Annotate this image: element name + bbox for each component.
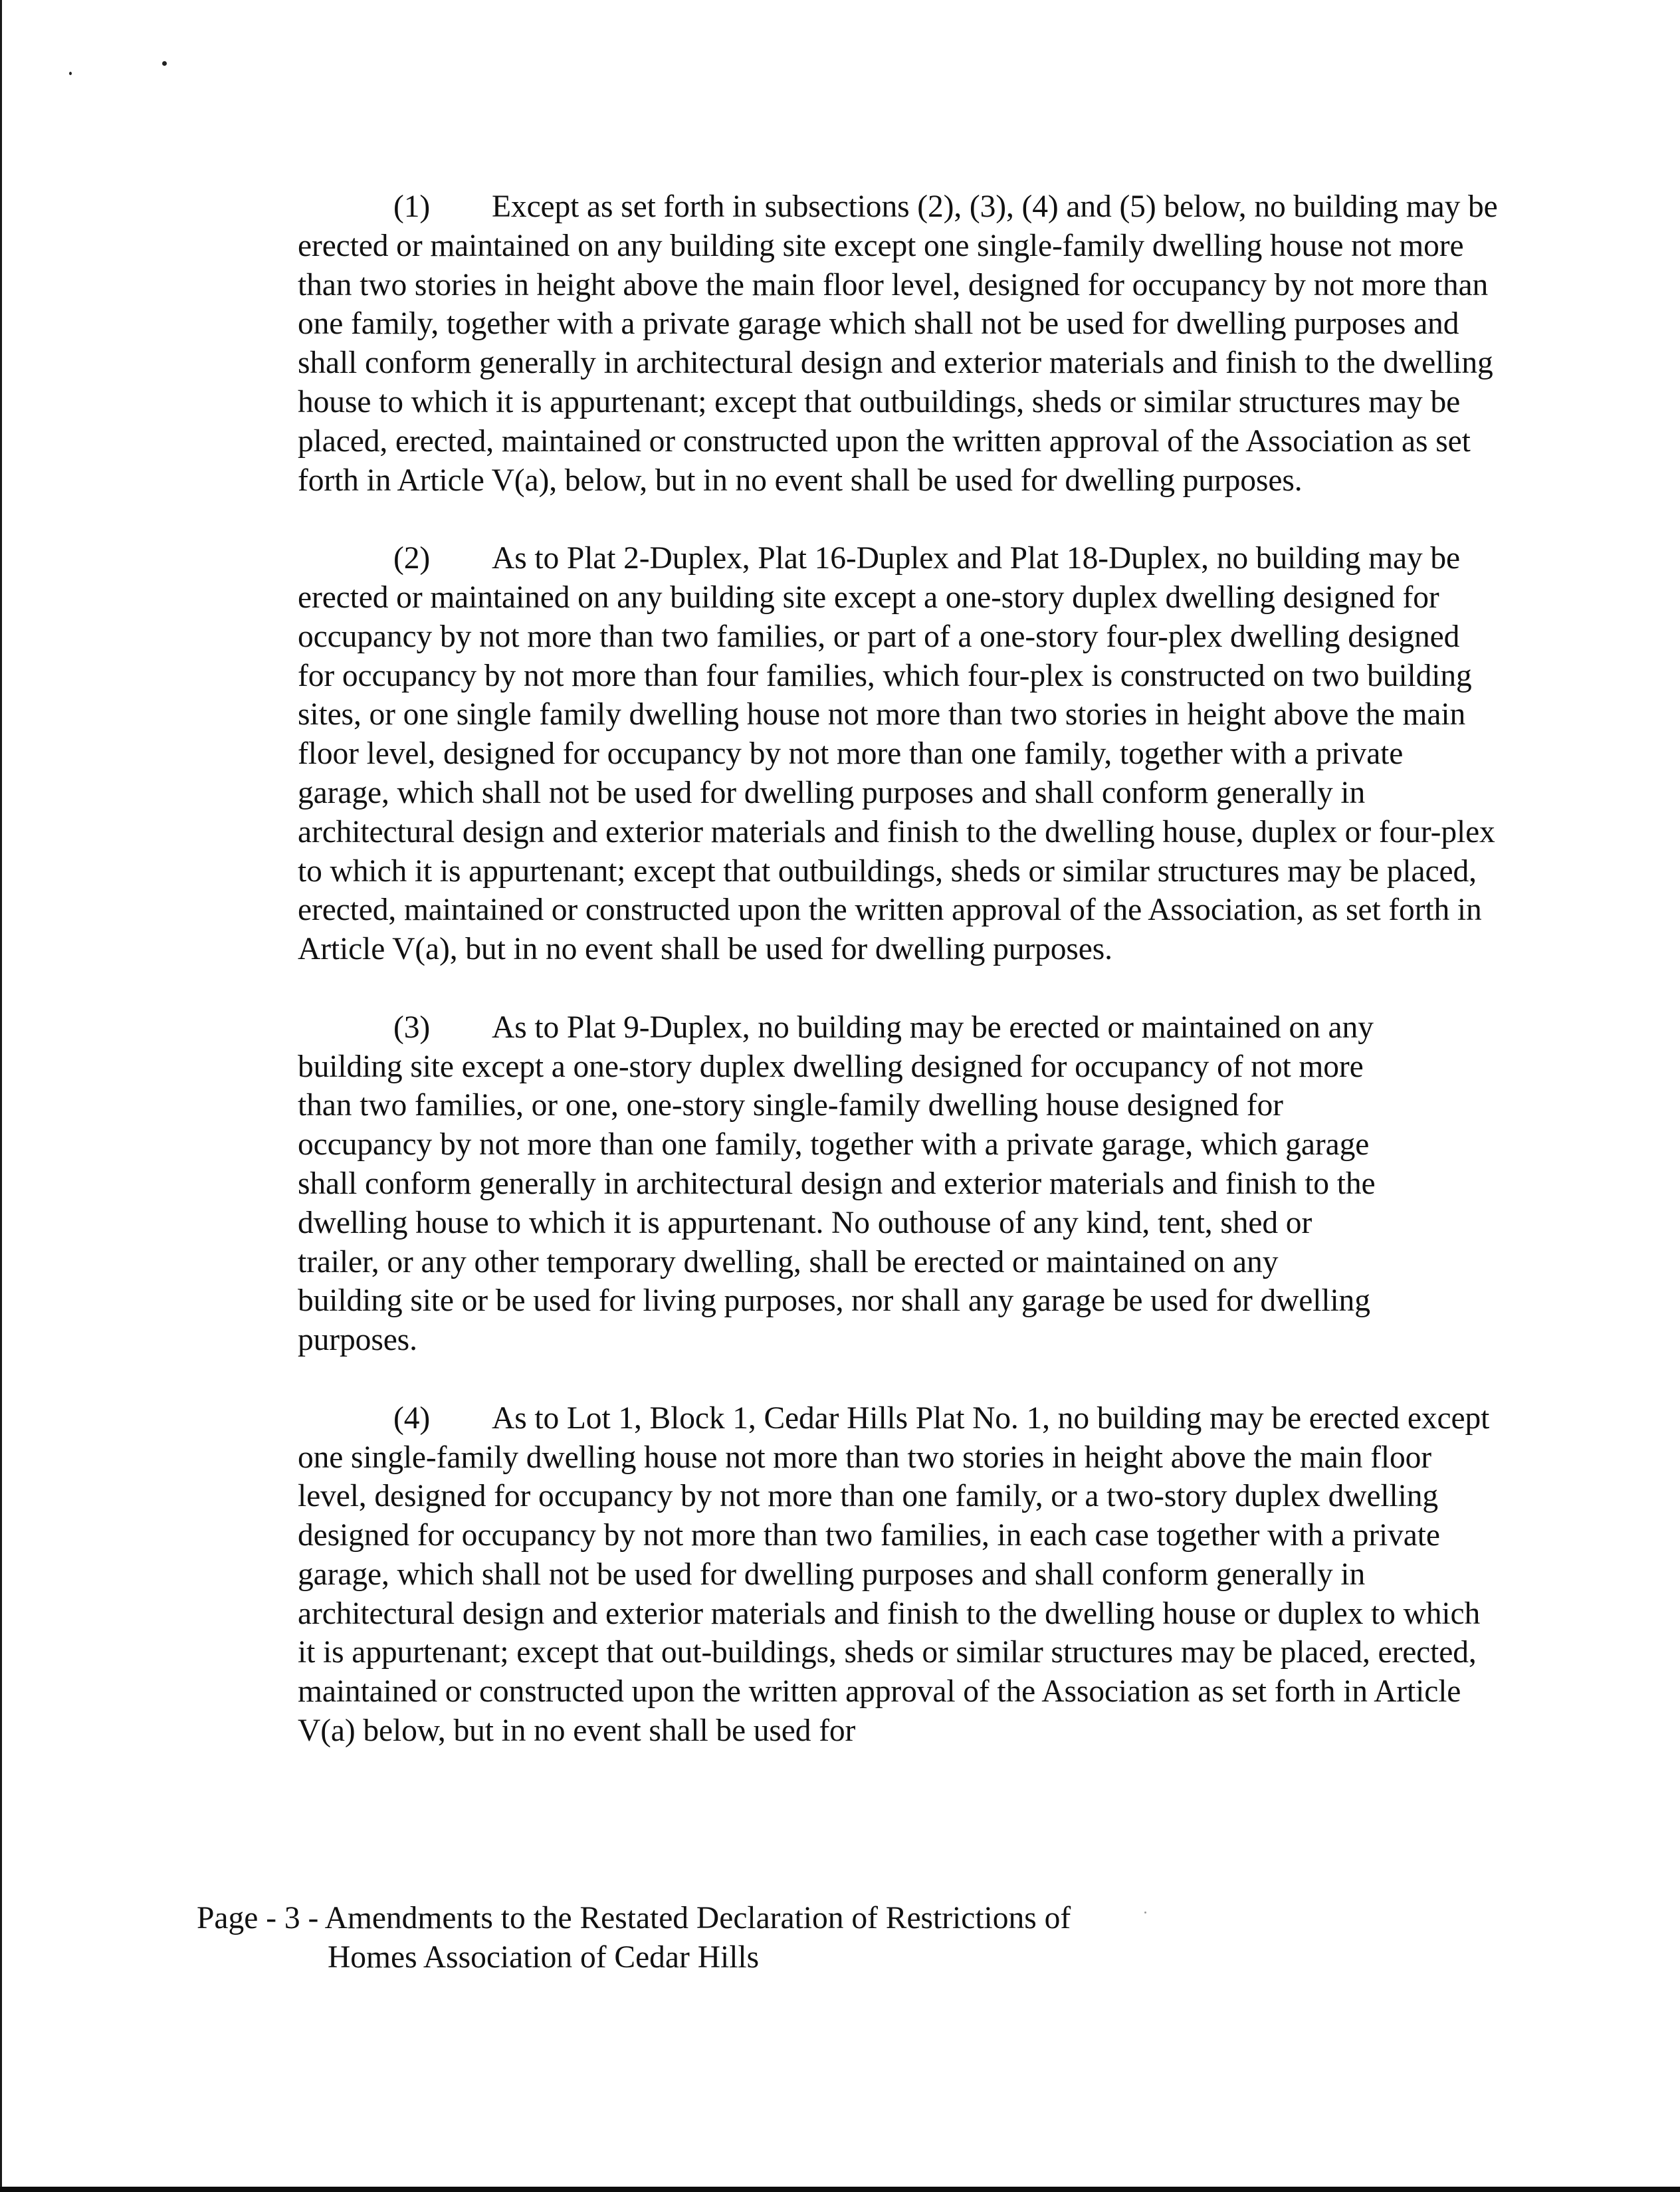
paragraph-text: As to Plat 2-Duplex, Plat 16-Duplex and Plat 18-Duplex, no building may be erected or maintained on any building site except a one-story duplex dwelling designed for occupancy by not more than two families, or part of a one-story four-plex dwelling designed for occupancy by not more than four families, which four-plex is constructed on two building sites, or one single family dwelling house not more than two stories in height above the main floor level, designed for occupancy by not more than one family, together with a private garage, which shall not be used for dwelling purposes and shall conform generally in architectural design and exterior materials and finish to the dwelling house, duplex or four-plex to which it is appurtenant; except that outbuildings, sheds or similar structures may be placed, erected, maintained or constructed upon the written approval of the Association, as set forth in Article V(a), but in no event shall be used for dwelling purposes. [298,541,1495,967]
scan-speck [69,72,72,75]
paragraph-text: As to Plat 9-Duplex, no building may be erected or maintained on any building site except a one-story duplex dwelling designed for occupancy of not more than two families, or one, one-story single-family dwelling house designed for occupancy by not more than one family, together with a private garage, which garage shall conform generally in architectural design and exterior materials and finish to the dwelling house to which it is appurtenant. No outhouse of any kind, tent, shed or trailer, or any other temporary dwelling, shall be erected or maintained on any building site or be used for living purposes, nor shall any garage be used for dwelling purposes. [298,1010,1376,1358]
scan-speck [162,61,167,66]
document-body [298,187,1498,1790]
paragraph-3 [298,1008,1388,1360]
footer-line-1: Page - 3 - Amendments to the Restated Declaration of Restrictions of [197,1901,1071,1935]
paragraph-1 [298,187,1498,500]
paragraph-text: As to Lot 1, Block 1, Cedar Hills Plat No. 1, no building may be erected except one single-family dwelling house not more than two stories in height above the main floor level, designed for occupancy by not more than one family, or a two-story duplex dwelling designed for occupancy by not more than two families, in each case together with a private garage, which shall not be used for dwelling purposes and shall conform generally in architectural design and exterior materials and finish to the dwelling house or duplex to which it is appurtenant; except that out-buildings, sheds or similar structures may be placed, erected, maintained or constructed upon the written approval of the Association as set forth in Article V(a) below, but in no event shall be used for [298,1400,1490,1749]
paragraph-number: (2) [393,541,431,576]
page-footer [197,1899,1326,1977]
page-edge-bottom [0,2187,1680,2192]
paragraph-number: (4) [393,1400,431,1436]
page-edge-left [0,0,2,2192]
paragraph-text: Except as set forth in subsections (2), (3), (4) and (5) below, no building may be erected or maintained on any building site except one single-family dwelling house not more than two stories in height above the main floor level, designed for occupancy by not more than one family, together with a private garage which shall not be used for dwelling purposes and shall conform generally in architectural design and exterior materials and finish to the dwelling house to which it is appurtenant; except that outbuildings, sheds or similar structures may be placed, erected, maintained or constructed upon the written approval of the Association as set forth in Article V(a), below, but in no event shall be used for dwelling purposes. [298,189,1498,498]
paragraph-2 [298,539,1498,969]
paragraph-number: (3) [393,1010,431,1045]
paragraph-4 [298,1399,1498,1751]
footer-line-2: Homes Association of Cedar Hills [328,1939,760,1975]
paragraph-number: (1) [393,189,431,224]
